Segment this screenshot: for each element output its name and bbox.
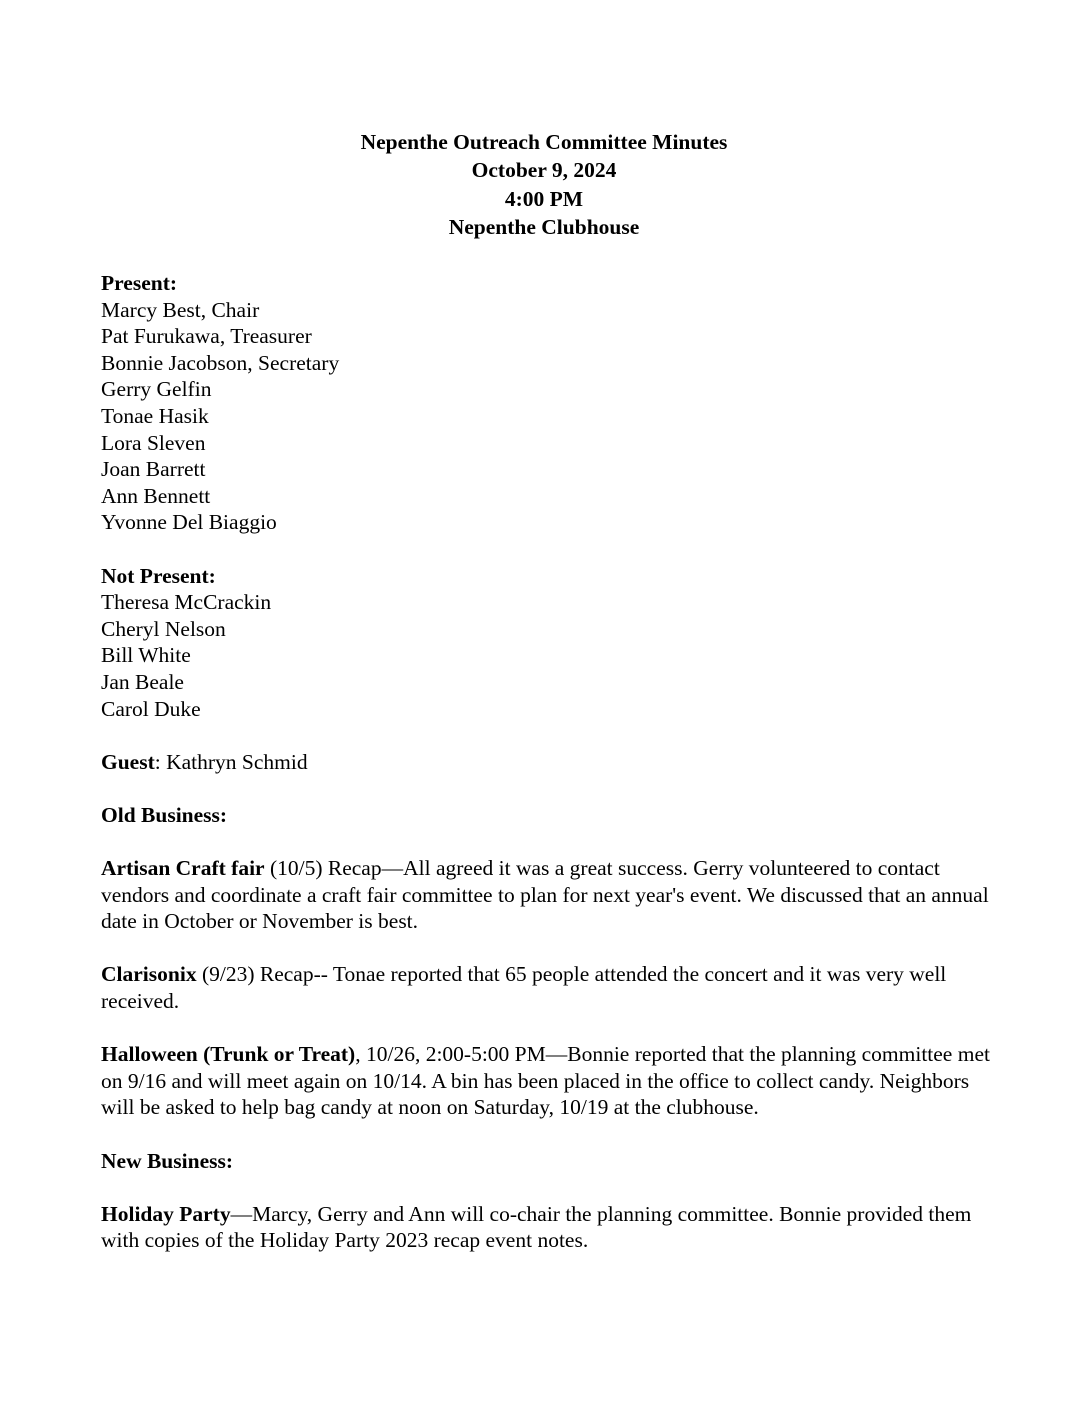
- item-text: , 10/26, 2:00-5:00 PM—Bonnie reported that the planning committee met on 9/16 and will meet again on 10/14. A bin has been placed in the office to collect candy. Neighbors will be asked to help bag candy at noon on Saturday, 10/19 at the clubhouse.: [101, 1042, 990, 1120]
- header-time: 4:00 PM: [504, 186, 584, 211]
- present-name: Yvonne Del Biaggio: [101, 510, 277, 535]
- present-name: Ann Bennett: [101, 483, 211, 508]
- not-present-name: Cheryl Nelson: [101, 616, 226, 641]
- guest-name: : Kathryn Schmid: [154, 749, 308, 774]
- header-title: Nepenthe Outreach Committee Minutes: [360, 130, 728, 154]
- present-name: Lora Sleven: [101, 430, 206, 455]
- present-name: Tonae Hasik: [101, 403, 209, 428]
- present-heading: Present:: [101, 271, 178, 295]
- item-title: Holiday Party: [101, 1201, 231, 1226]
- header-location: Nepenthe Clubhouse: [448, 214, 640, 239]
- old-business-item: [101, 961, 991, 1014]
- document-header: [0, 128, 1088, 241]
- item-text: —Marcy, Gerry and Ann will co-chair the planning committee. Bonnie provided them with copies of the Holiday Party 2023 recap event notes.: [101, 1201, 972, 1253]
- present-section: [101, 270, 991, 536]
- old-business-item: [101, 855, 991, 935]
- spacer: [101, 775, 991, 802]
- spacer: [101, 1174, 991, 1201]
- present-name: Gerry Gelfin: [101, 377, 212, 402]
- spacer: [101, 935, 991, 962]
- old-business-item: [101, 1041, 991, 1121]
- spacer: [101, 722, 991, 749]
- item-title: Clarisonix: [101, 962, 197, 987]
- spacer: [101, 1015, 991, 1042]
- not-present-name: Theresa McCrackin: [101, 590, 272, 615]
- not-present-section: [101, 563, 991, 723]
- not-present-name: Carol Duke: [101, 696, 201, 721]
- old-business-heading: Old Business:: [101, 802, 228, 827]
- not-present-name: Jan Beale: [101, 669, 184, 694]
- item-text: (10/5) Recap—All agreed it was a great success. Gerry volunteered to contact vendors and coordinate a craft fair committee to plan for next year's event. We discussed that an annual date in October or November is best.: [101, 856, 989, 934]
- present-name: Marcy Best, Chair: [101, 297, 260, 322]
- header-date: October 9, 2024: [471, 158, 617, 183]
- not-present-name: Bill White: [101, 643, 191, 668]
- spacer: [101, 536, 991, 563]
- spacer: [101, 828, 991, 855]
- present-name: Joan Barrett: [101, 457, 206, 482]
- item-title: Halloween (Trunk or Treat): [101, 1042, 356, 1067]
- present-name: Bonnie Jacobson, Secretary: [101, 350, 340, 375]
- spacer: [101, 1121, 991, 1148]
- not-present-heading: Not Present:: [101, 563, 216, 588]
- guest-line: [101, 749, 991, 776]
- new-business-heading: New Business:: [101, 1148, 234, 1173]
- present-name: Pat Furukawa, Treasurer: [101, 324, 312, 349]
- guest-label: Guest: [101, 749, 155, 774]
- item-text: (9/23) Recap-- Tonae reported that 65 people attended the concert and it was very well received.: [101, 962, 947, 1014]
- new-business-item: [101, 1201, 991, 1254]
- document-body: [101, 270, 991, 1254]
- item-title: Artisan Craft fair: [101, 856, 265, 881]
